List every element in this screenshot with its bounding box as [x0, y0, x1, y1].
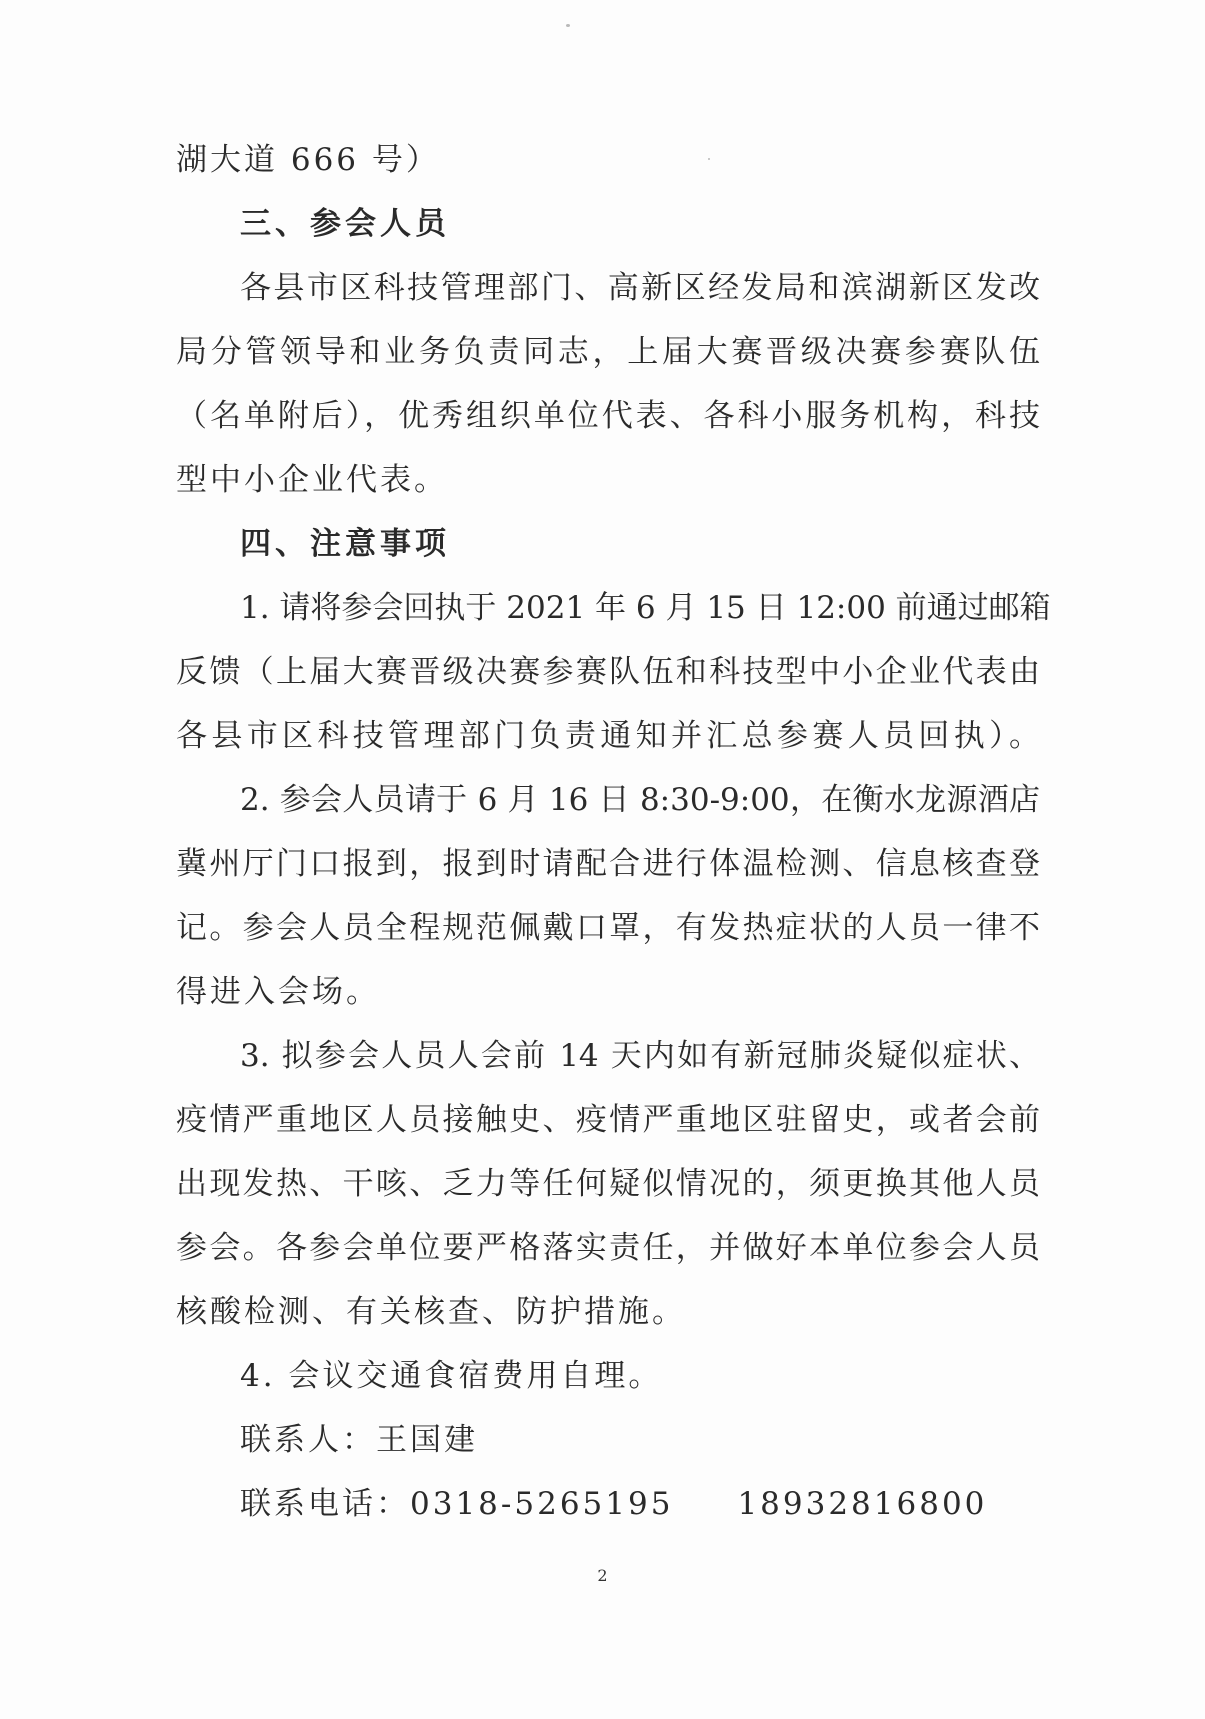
item2-line: 得进入会场。 [176, 974, 380, 1010]
item3-line: 参会。各参会单位要严格落实责任，并做好本单位参会人员 [176, 1230, 1040, 1266]
section-heading-notes: 四、注意事项 [240, 526, 450, 562]
document-body [176, 128, 1051, 1536]
scan-speck [566, 24, 570, 27]
item3-line: 疫情严重地区人员接触史、疫情严重地区驻留史，或者会前 [176, 1102, 1040, 1138]
paragraph-line: 局分管领导和业务负责同志，上届大赛晋级决赛参赛队伍 [176, 334, 1040, 370]
contact-person: 联系人：王国建 [240, 1422, 478, 1458]
contact-phone-mobile: 18932816800 [737, 1486, 988, 1522]
section-heading-attendees: 三、参会人员 [240, 206, 450, 242]
item2-line: 记。参会人员全程规范佩戴口罩，有发热症状的人员一律不 [176, 910, 1040, 946]
item3-line: 出现发热、干咳、乏力等任何疑似情况的，须更换其他人员 [176, 1166, 1040, 1202]
item2-line: 冀州厅门口报到，报到时请配合进行体温检测、信息核查登 [176, 846, 1040, 882]
item3-line: 3. 拟参会人员人会前 14 天内如有新冠肺炎疑似症状、 [240, 1038, 1040, 1074]
item2-line: 2. 参会人员请于 6 月 16 日 8:30-9:00，在衡水龙源酒店 [240, 782, 1040, 818]
item3-line: 核酸检测、有关核查、防护措施。 [176, 1294, 686, 1330]
item1-line: 各县市区科技管理部门负责通知并汇总参赛人员回执）。 [176, 718, 1040, 754]
paragraph-line: 各县市区科技管理部门、高新区经发局和滨湖新区发改 [240, 270, 1040, 306]
item1-line: 1. 请将参会回执于 2021 年 6 月 15 日 12:00 前通过邮箱 [240, 590, 1051, 626]
item4-line: 4. 会议交通食宿费用自理。 [240, 1358, 663, 1394]
paragraph-line: 型中小企业代表。 [176, 462, 448, 498]
page-number: 2 [597, 1566, 608, 1585]
contact-phone-line [176, 1472, 1040, 1536]
continuation-line: 湖大道 666 号） [176, 142, 440, 178]
paragraph-line: （名单附后），优秀组织单位代表、各科小服务机构，科技 [176, 398, 1040, 434]
contact-phone-office: 联系电话：0318-5265195 [240, 1486, 674, 1522]
item1-line: 反馈（上届大赛晋级决赛参赛队伍和科技型中小企业代表由 [176, 654, 1040, 690]
